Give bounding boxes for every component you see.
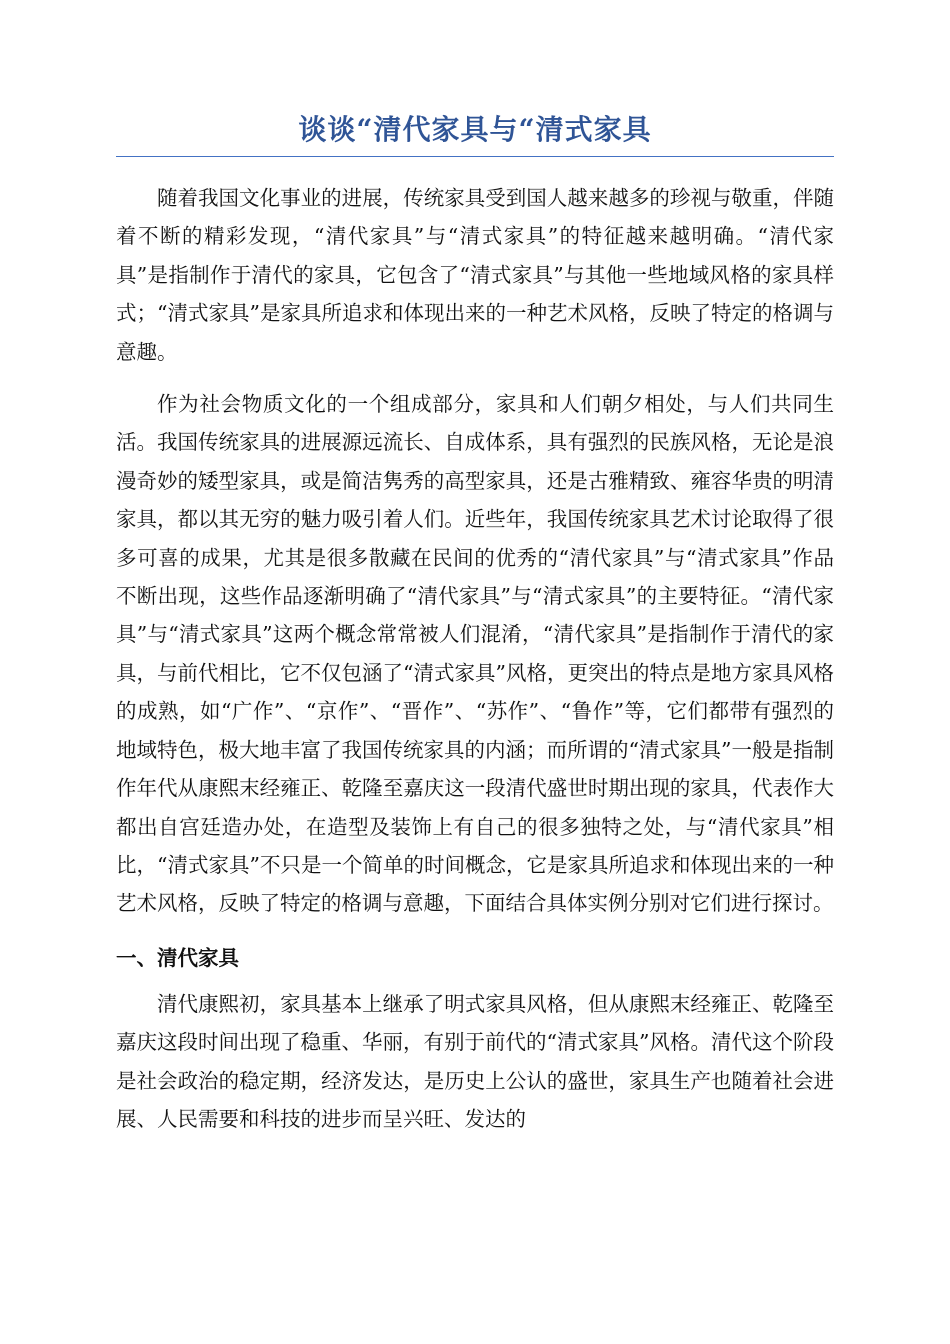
title-underline [116,156,834,157]
document-page [116,110,834,1148]
section-paragraph: 清代康熙初，家具基本上继承了明式家具风格，但从康熙末经雍正、乾隆至嘉庆这段时间出现了稳重、华丽，有别于前代的“清式家具”风格。清代这个阶段是社会政治的稳定期，经济发达，是历史上公认的盛世，家具生产也随着社会进展、人民需要和科技的进步而呈兴旺、发达的 [116,991,834,1131]
document-title: 谈谈“清代家具与“清式家具 [298,113,652,146]
section-heading: 一、清代家具 [116,945,239,970]
body-paragraph-2: 作为社会物质文化的一个组成部分，家具和人们朝夕相处，与人们共同生活。我国传统家具的进展源远流长、自成体系，具有强烈的民族风格，无论是浪漫奇妙的矮型家具，或是简洁隽秀的高型家具，还是古雅精致、雍容华贵的明清家具，都以其无穷的魅力吸引着人们。近些年，我国传统家具艺术讨论取得了很多可喜的成果，尤其是很多散藏在民间的优秀的“清代家具”与“清式家具”作品不断出现，这些作品逐渐明确了“清代家具”与“清式家具”的主要特征。“清代家具”与“清式家具”这两个概念常常被人们混淆，“清代家具”是指制作于清代的家具，与前代相比，它不仅包涵了“清式家具”风格，更突出的特点是地方家具风格的成熟，如“广作”、“京作”、“晋作”、“苏作”、“鲁作”等，它们都带有强烈的地域特色，极大地丰富了我国传统家具的内涵；而所谓的“清式家具”一般是指制作年代从康熙末经雍正、乾隆至嘉庆这一段清代盛世时期出现的家具，代表作大都出自宫廷造办处，在造型及装饰上有自己的很多独特之处，与“清代家具”相比，“清式家具”不只是一个简单的时间概念，它是家具所追求和体现出来的一种艺术风格，反映了特定的格调与意趣，下面结合具体实例分别对它们进行探讨。 [116,392,834,916]
body-paragraph-1: 随着我国文化事业的进展，传统家具受到国人越来越多的珍视与敬重，伴随着不断的精彩发现，“清代家具”与“清式家具”的特征越来越明确。“清代家具”是指制作于清代的家具，它包含了“清式家具”与其他一些地域风格的家具样式；“清式家具”是家具所追求和体现出来的一种艺术风格，反映了特定的格调与意趣。 [116,186,834,364]
